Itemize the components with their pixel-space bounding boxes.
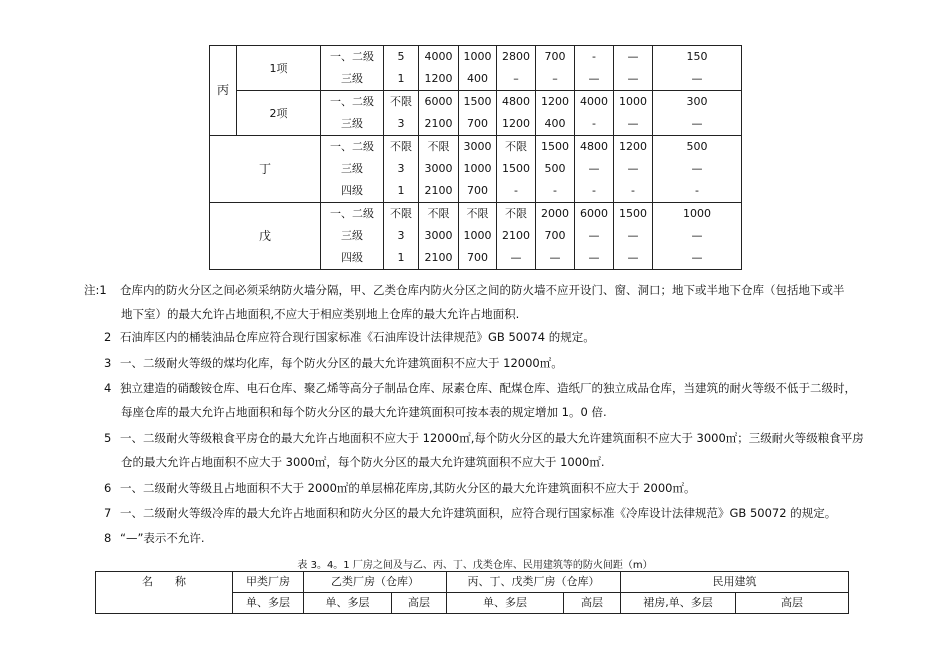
- cell-value: —: [691, 229, 703, 242]
- cell-value: 2100: [424, 251, 453, 264]
- note-text: 独立建造的硝酸铵仓库、电石仓库、聚乙烯等高分子制品仓库、尿素仓库、配煤仓库、造纸厂的独立成品仓库，当建筑的耐火等级不低于二级时，: [120, 381, 856, 395]
- value-cell: [459, 136, 497, 203]
- table-caption: 表 3。4。1 厂房之间及与乙、丙、丁、戊类仓库、民用建筑等的防火间距（m）: [297, 560, 653, 571]
- cell-value: 700: [467, 117, 488, 130]
- cell-value: 不限: [390, 207, 412, 220]
- cell-value: 700: [544, 229, 566, 242]
- cell-value: —: [510, 251, 522, 264]
- note-text: 一、二级耐火等级冷库的最大允许占地面积和防火分区的最大允许建筑面积，应符合现行国家标准《冷库设计法律规范》GB 50072 的规定。: [120, 506, 837, 520]
- cell-value: —: [691, 162, 703, 175]
- subheader-cell: 高层: [564, 593, 621, 614]
- cell-value: —: [627, 117, 639, 130]
- subheader-cell: 单、多层: [447, 593, 564, 614]
- value-cell: [614, 91, 653, 136]
- value-cell: [497, 203, 536, 270]
- value-cell: [419, 46, 459, 91]
- cell-value: 三级: [341, 72, 363, 85]
- cell-value: 1000: [463, 229, 492, 242]
- value-cell: [459, 203, 497, 270]
- cell-value: -: [695, 184, 699, 197]
- cell-value: 一、二级: [330, 95, 374, 108]
- note-text: 仓的最大允许占地面积不应大于 3000㎡，每个防火分区的最大允许建筑面积不应大于 1000㎡.: [121, 455, 605, 469]
- value-cell: [419, 136, 459, 203]
- cell-value: -: [592, 184, 596, 197]
- cell-value: 6000: [424, 95, 453, 108]
- cell-value: —: [691, 117, 703, 130]
- cell-value: 不限: [505, 207, 527, 220]
- name-header: 名 称: [96, 572, 233, 614]
- cell-value: 1000: [619, 95, 647, 108]
- cell-value: –: [513, 72, 519, 85]
- cell-value: 不限: [505, 140, 527, 153]
- cell-value: —: [627, 72, 639, 85]
- value-cell: [653, 91, 742, 136]
- cell-value: 1000: [463, 50, 492, 63]
- value-cell: [321, 46, 384, 91]
- cell-value: 不限: [390, 95, 412, 108]
- cell-value: -: [514, 184, 518, 197]
- value-cell: [575, 46, 614, 91]
- cell-value: 1500: [502, 162, 530, 175]
- cell-value: -: [631, 184, 635, 197]
- header-class-a: 甲类厂房: [233, 572, 304, 593]
- cell-value: -: [592, 117, 596, 130]
- cell-value: —: [588, 72, 600, 85]
- value-cell: [384, 91, 419, 136]
- cell-value: 2100: [502, 229, 530, 242]
- value-cell: [536, 46, 575, 91]
- cell-value: 1: [397, 72, 405, 85]
- cell-value: 4800: [580, 140, 608, 153]
- cell-value: 4800: [502, 95, 530, 108]
- note-text: 仓库内的防火分区之间必须采纳防火墙分隔，甲、乙类仓库内防火分区之间的防火墙不应开设门、窗、洞口；地下或半地下仓库（包括地下或半: [120, 283, 845, 297]
- cell-value: 1: [397, 251, 405, 264]
- cell-value: —: [691, 72, 703, 85]
- value-cell: [497, 136, 536, 203]
- subheader-cell: 高层: [392, 593, 447, 614]
- cell-value: —: [627, 251, 639, 264]
- cell-value: —: [549, 251, 561, 264]
- cell-value: —: [627, 229, 639, 242]
- cell-value: 2800: [502, 50, 530, 63]
- value-cell: [419, 91, 459, 136]
- cell-value: -: [592, 50, 596, 63]
- note-text: 一、二级耐火等级且占地面积不大于 2000㎡的单层棉花库房,其防火分区的最大允许建筑面积不应大于 2000㎡。: [120, 481, 696, 495]
- value-cell: [536, 91, 575, 136]
- cell-value: 一、二级: [330, 207, 374, 220]
- value-cell: [384, 46, 419, 91]
- cell-value: 700: [467, 184, 488, 197]
- note-number: 6: [104, 481, 112, 495]
- subcategory-cell: 1项: [237, 46, 321, 91]
- cell-value: 三级: [341, 162, 363, 175]
- cell-value: –: [552, 72, 558, 85]
- cell-value: 400: [467, 72, 488, 85]
- cell-value: 4000: [580, 95, 608, 108]
- value-cell: [653, 136, 742, 203]
- note-text: 一、二级耐火等级粮食平房仓的最大允许占地面积不应大于 12000㎡,每个防火分区的最大允许建筑面积不应大于 3000㎡；三级耐火等级粮食平房: [120, 431, 864, 445]
- cell-value: 150: [686, 50, 708, 63]
- cell-value: 1000: [463, 162, 492, 175]
- cell-value: 四级: [341, 251, 363, 264]
- category-cell: 戊: [210, 203, 321, 270]
- value-cell: [614, 136, 653, 203]
- fire-distance-table: [95, 571, 849, 614]
- note-text: 一、二级耐火等级的煤均化库，每个防火分区的最大允许建筑面积不应大于 12000㎡。: [120, 356, 563, 370]
- cell-value: 3000: [463, 140, 492, 153]
- cell-value: 1200: [424, 72, 453, 85]
- value-cell: [497, 46, 536, 91]
- cell-value: 1200: [502, 117, 530, 130]
- cell-value: 1500: [463, 95, 492, 108]
- cell-value: 700: [467, 251, 488, 264]
- subheader-cell: 高层: [736, 593, 849, 614]
- cell-value: 不限: [427, 140, 450, 153]
- note-text: 石油库区内的桶装油品仓库应符合现行国家标准《石油库设计法律规范》GB 50074 的规定。: [120, 330, 595, 344]
- note-number: 4: [104, 381, 112, 395]
- cell-value: 1: [397, 184, 405, 197]
- cell-value: 3000: [424, 162, 453, 175]
- value-cell: [321, 136, 384, 203]
- subheader-cell: 单、多层: [304, 593, 392, 614]
- value-cell: [497, 91, 536, 136]
- storage-area-table: [209, 45, 742, 270]
- cell-value: 3: [397, 229, 405, 242]
- cell-value: 2000: [541, 207, 569, 220]
- cell-value: 3: [397, 117, 405, 130]
- note-number: 2: [104, 330, 112, 344]
- header-class-b: 乙类厂房（仓库）: [304, 572, 447, 593]
- category-cell: 丁: [210, 136, 321, 203]
- value-cell: [575, 203, 614, 270]
- category-cell: 丙: [210, 46, 237, 136]
- cell-value: 不限: [466, 207, 489, 220]
- value-cell: [653, 46, 742, 91]
- cell-value: 一、二级: [330, 50, 374, 63]
- cell-value: 1500: [619, 207, 647, 220]
- header-class-cde: 丙、丁、戊类厂房（仓库）: [447, 572, 621, 593]
- value-cell: [321, 203, 384, 270]
- cell-value: 2100: [424, 117, 453, 130]
- value-cell: [575, 136, 614, 203]
- header-civil: 民用建筑: [621, 572, 849, 593]
- note-number: 8: [104, 531, 112, 545]
- cell-value: 1200: [541, 95, 569, 108]
- cell-value: 不限: [427, 207, 450, 220]
- value-cell: [419, 203, 459, 270]
- note-number: 注:1: [84, 283, 107, 297]
- cell-value: —: [588, 162, 600, 175]
- value-cell: [384, 136, 419, 203]
- cell-value: —: [691, 251, 703, 264]
- value-cell: [536, 203, 575, 270]
- cell-value: 一、二级: [330, 140, 374, 153]
- value-cell: [459, 91, 497, 136]
- subheader-cell: 裙房,单、多层: [621, 593, 736, 614]
- cell-value: 三级: [341, 229, 363, 242]
- cell-value: 三级: [341, 117, 363, 130]
- cell-value: 3: [397, 162, 405, 175]
- cell-value: —: [627, 162, 639, 175]
- cell-value: 不限: [390, 140, 412, 153]
- cell-value: —: [588, 251, 600, 264]
- note-text: 每座仓库的最大允许占地面积和每个防火分区的最大允许建筑面积可按本表的规定增加 1。0 倍.: [121, 405, 607, 419]
- cell-value: 1000: [683, 207, 711, 220]
- cell-value: 2100: [424, 184, 453, 197]
- note-number: 5: [104, 431, 112, 445]
- cell-value: 四级: [341, 184, 363, 197]
- cell-value: 500: [686, 140, 708, 153]
- note-number: 7: [104, 506, 112, 520]
- cell-value: —: [627, 50, 639, 63]
- note-text: 地下室）的最大允许占地面积,不应大于相应类别地上仓库的最大允许占地面积.: [121, 307, 520, 321]
- cell-value: 500: [544, 162, 566, 175]
- cell-value: —: [588, 229, 600, 242]
- cell-value: 4000: [424, 50, 453, 63]
- value-cell: [321, 91, 384, 136]
- value-cell: [384, 203, 419, 270]
- cell-value: 300: [686, 95, 708, 108]
- value-cell: [459, 46, 497, 91]
- cell-value: -: [553, 184, 557, 197]
- cell-value: 5: [397, 50, 405, 63]
- value-cell: [575, 91, 614, 136]
- value-cell: [653, 203, 742, 270]
- cell-value: 1200: [619, 140, 647, 153]
- cell-value: 6000: [580, 207, 608, 220]
- value-cell: [536, 136, 575, 203]
- note-text: “—”表示不允许.: [120, 531, 205, 545]
- cell-value: 3000: [424, 229, 453, 242]
- subheader-cell: 单、多层: [233, 593, 304, 614]
- cell-value: 1500: [541, 140, 569, 153]
- value-cell: [614, 46, 653, 91]
- subcategory-cell: 2项: [237, 91, 321, 136]
- cell-value: 400: [544, 117, 566, 130]
- cell-value: 700: [544, 50, 566, 63]
- value-cell: [614, 203, 653, 270]
- note-number: 3: [104, 356, 112, 370]
